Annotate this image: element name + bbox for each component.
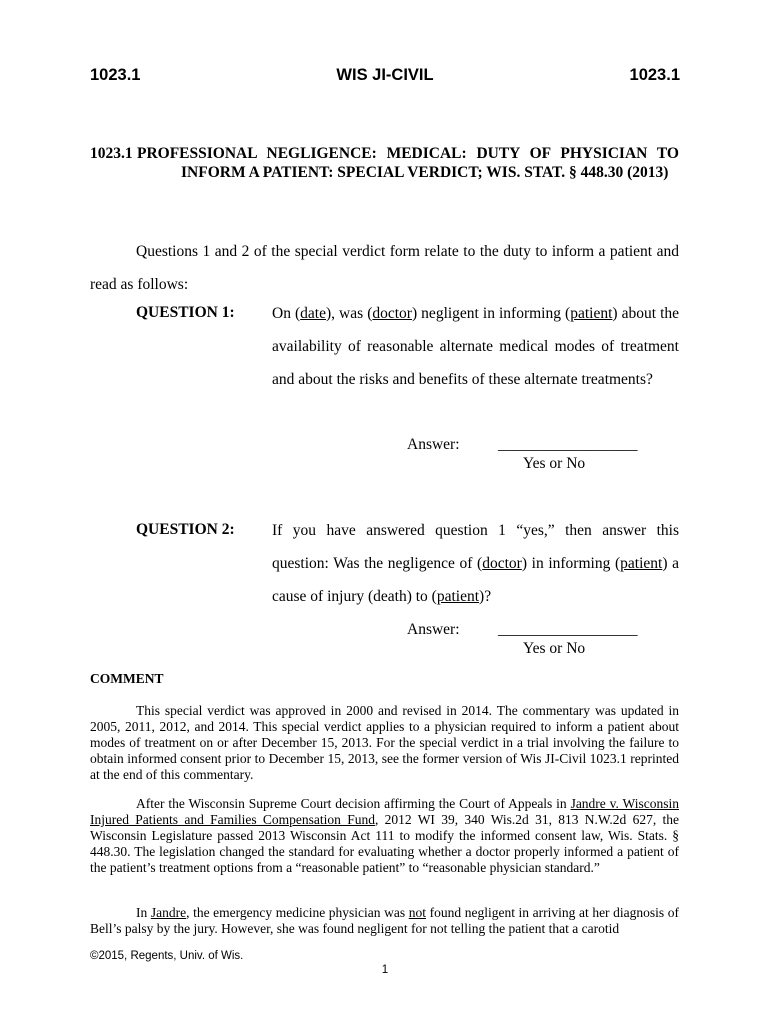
q2-text-part: ) in informing ( — [521, 555, 621, 572]
para2-text-part: , 2012 WI 39, 340 Wis.2d 31, 813 N.W.2d 627, the Wisconsin Legislature passed 2013 Wisconsin Act 111 to modify the informed consent law, Wis. Stats. § 448.30. The legislation changed the standard for evaluating whether a doctor properly informed a patient of the patient’s treatment options from a “reasonable patient” to “reasonable physician standard.” — [90, 812, 680, 875]
emphasis-not: not — [408, 905, 427, 920]
question-1-answer-label: Answer: — [407, 436, 460, 453]
document-title — [90, 144, 679, 182]
title-number: 1023.1 — [90, 145, 133, 162]
intro-paragraph: Questions 1 and 2 of the special verdict form relate to the duty to inform a patient and read as follows: — [90, 243, 679, 293]
para3-text-part: found negligent in arriving at her diagnosis of Bell’s palsy by the jury. However, she was found negligent for not telling the patient that a carotid — [90, 905, 680, 936]
para2-text-part: After the Wisconsin Supreme Court decision affirming the Court of Appeals in — [136, 796, 571, 811]
q1-text-part: ) about the availability of reasonable alternate medical modes of treatment and about the risks and benefits of these alternate treatments? — [272, 305, 680, 388]
title-text: PROFESSIONAL NEGLIGENCE: MEDICAL: DUTY OF PHYSICIAN TO INFORM A PATIENT: SPECIAL VERDICT; WIS. STAT. § 448.30 (2013) — [137, 145, 679, 181]
question-2-label: QUESTION 2: — [136, 521, 235, 538]
para3-text-part: In — [136, 905, 151, 920]
comment-paragraph-1: This special verdict was approved in 2000 and revised in 2014. The commentary was updated in 2005, 2011, 2012, and 2014. This special verdict applies to a physician required to inform a patient about modes of treatment on or after December 15, 2013. For the special verdict in a trial involving the failure to obtain informed consent prior to December 15, 2013, see the former version of Wis JI-Civil 1023.1 reprinted at the end of this commentary. — [90, 703, 679, 782]
comment-heading: COMMENT — [90, 671, 164, 686]
case-name-jandre: Jandre — [150, 905, 187, 920]
q2-text-part: ) a cause of injury (death) to ( — [272, 555, 680, 605]
q2-text-part: )? — [479, 588, 492, 605]
q1-date-placeholder: date — [300, 305, 326, 322]
q1-patient-placeholder: patient — [570, 305, 613, 322]
header-publication-title: WIS JI-CIVIL — [336, 66, 434, 84]
q2-doctor-placeholder: doctor — [482, 555, 522, 572]
header-section-number-left: 1023.1 — [90, 66, 141, 84]
q2-text-part: If you have answered question 1 “yes,” then answer this question: Was the negligence of ( — [272, 522, 679, 572]
question-1-answer-options: Yes or No — [523, 455, 586, 472]
q2-patient-placeholder: patient — [436, 588, 480, 605]
comment-paragraph-2 — [90, 796, 679, 876]
question-1-label: QUESTION 1: — [136, 304, 235, 321]
question-2-answer-options: Yes or No — [523, 640, 586, 657]
question-2-answer-label: Answer: — [407, 621, 460, 638]
comment-paragraph-3 — [90, 905, 679, 937]
q1-doctor-placeholder: doctor — [372, 305, 412, 322]
header-section-number-right: 1023.1 — [629, 66, 680, 84]
question-1-text — [272, 297, 679, 396]
q1-text-part: On ( — [272, 305, 301, 322]
para3-text-part: , the emergency medicine physician was — [186, 905, 409, 920]
q1-text-part: ) negligent in informing ( — [411, 305, 571, 322]
question-2-text — [272, 514, 679, 613]
q1-text-part: ), was ( — [325, 305, 373, 322]
footer-copyright: ©2015, Regents, Univ. of Wis. — [90, 950, 244, 962]
q2-patient-placeholder: patient — [620, 555, 663, 572]
case-citation-jandre: Jandre v. Wisconsin Injured Patients and Families Compensation Fund — [90, 796, 679, 827]
question-2-answer-line: __________________ — [498, 621, 638, 638]
page-number: 1 — [381, 964, 389, 976]
question-1-answer-line: __________________ — [498, 436, 638, 453]
